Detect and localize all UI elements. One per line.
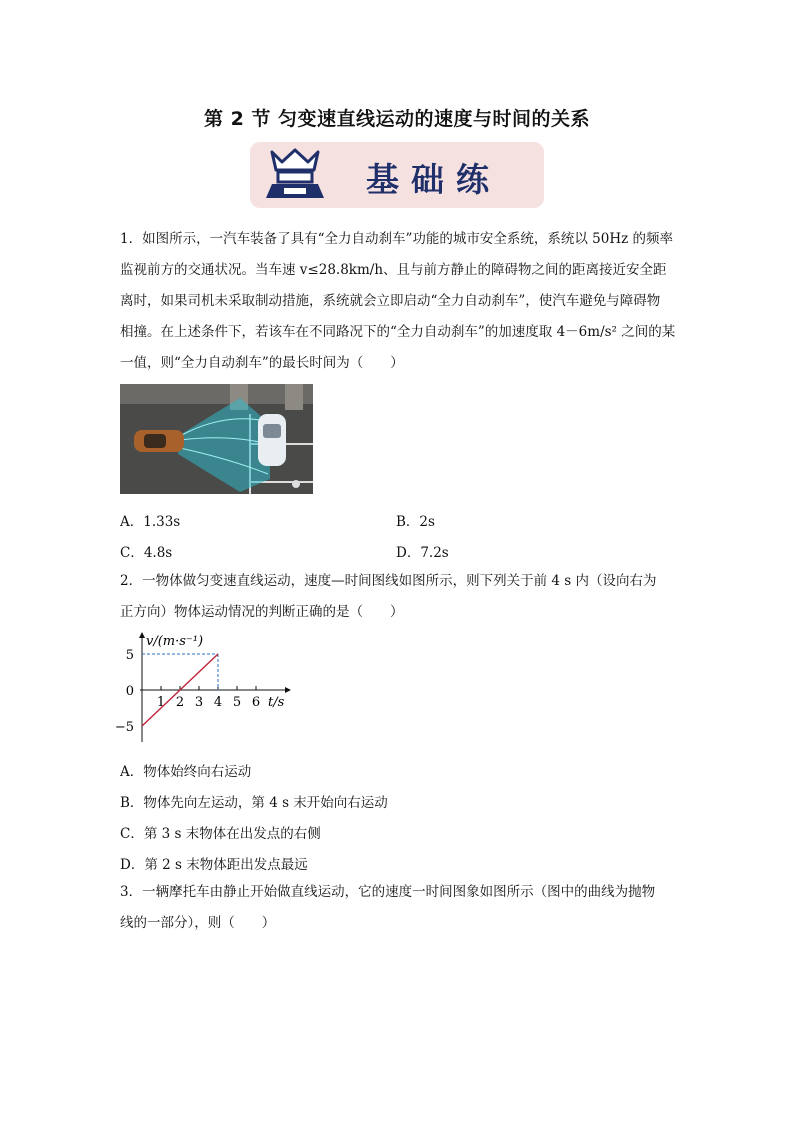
y-tick-label: 5 xyxy=(125,648,134,663)
x-axis-label: t/s xyxy=(268,695,285,710)
q2-option-d: D．第 2 s 末物体距出发点最远 xyxy=(120,857,308,873)
q3-line: 3．一辆摩托车由静止开始做直线运动，它的速度一时间图象如图所示（图中的曲线为抛物 xyxy=(120,884,656,900)
q2-option-a: A．物体始终向右运动 xyxy=(120,764,252,780)
x-tick-label: 4 xyxy=(213,695,223,710)
q1-option-a: A．1.33s xyxy=(120,514,181,530)
y-tick-label: −5 xyxy=(114,720,134,735)
q1-line: 1．如图所示，一汽车装备了具有“全力自动刹车”功能的城市安全系统，系统以 50Hz 的频率 xyxy=(120,231,674,247)
y-axis-arrow xyxy=(139,632,145,638)
x-axis-arrow xyxy=(285,687,291,693)
car-radar-photo xyxy=(120,384,313,494)
x-tick-label: 1 xyxy=(156,695,166,710)
x-tick-label: 6 xyxy=(251,695,261,710)
q2-option-c: C．第 3 s 末物体在出发点的右侧 xyxy=(120,826,321,842)
q3-line: 线的一部分），则（ ） xyxy=(120,915,276,931)
x-tick-label: 2 xyxy=(175,695,185,710)
page-title: 第 2 节 匀变速直线运动的速度与时间的关系 xyxy=(203,108,591,130)
section-banner xyxy=(250,142,544,208)
y-axis-label: v/(m·s⁻¹) xyxy=(146,634,204,649)
question-1-text xyxy=(120,224,680,379)
banner-label: 基础练 xyxy=(366,160,501,199)
y-tick-label: 0 xyxy=(125,684,134,699)
question-2-text xyxy=(120,566,680,628)
q1-line: 一值，则“全力自动刹车”的最长时间为（ ） xyxy=(120,355,404,371)
question-3-text xyxy=(120,877,680,939)
q1-line: 离时，如果司机未采取制动措施，系统就会立即启动“全力自动刹车”，使汽车避免与障碍物 xyxy=(120,293,661,309)
velocity-time-graph xyxy=(114,628,300,746)
q1-option-d: D．7.2s xyxy=(396,545,449,561)
q1-option-c: C．4.8s xyxy=(120,545,173,561)
x-tick-label: 3 xyxy=(194,695,204,710)
q1-line: 监视前方的交通状况。当车速 v≤28.8km/h、且与前方静止的障碍物之间的距离接近安全距 xyxy=(120,262,667,278)
q2-option-b: B．物体先向左运动，第 4 s 末开始向右运动 xyxy=(120,795,388,811)
q1-option-b: B．2s xyxy=(396,514,435,530)
x-tick-label: 5 xyxy=(232,695,242,710)
q1-line: 相撞。在上述条件下，若该车在不同路况下的“全力自动刹车”的加速度取 4－6m/s² 之间的某 xyxy=(120,324,676,340)
q2-line: 正方向）物体运动情况的判断正确的是（ ） xyxy=(120,604,404,620)
q2-line: 2．一物体做匀变速直线运动，速度—时间图线如图所示，则下列关于前 4 s 内（设向右为 xyxy=(120,573,657,589)
crown-podium-icon xyxy=(258,146,332,204)
